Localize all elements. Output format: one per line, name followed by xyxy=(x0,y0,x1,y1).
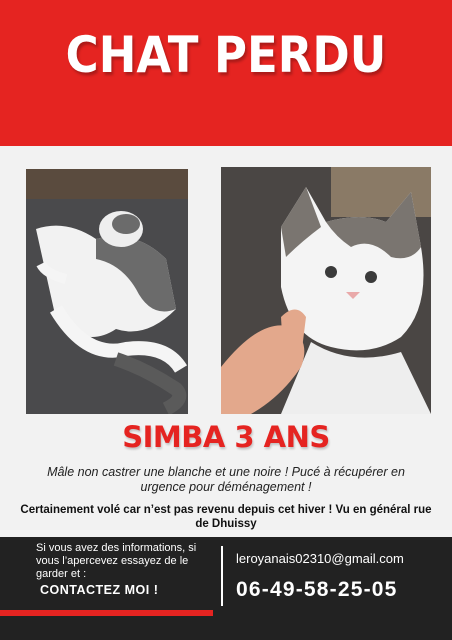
cat-photo-sitting xyxy=(221,167,431,414)
contact-phone: 06-49-58-25-05 xyxy=(236,578,398,601)
poster-title: CHAT PERDU xyxy=(65,26,387,84)
cat-photo-lying xyxy=(26,169,188,414)
contact-email: leroyanais02310@gmail.com xyxy=(236,551,404,566)
contact-cta: CONTACTEZ MOI ! xyxy=(40,583,159,597)
accent-bar xyxy=(0,610,213,616)
info-text: Si vous avez des informations, si vous l’apercevez essayez de le garder et : xyxy=(36,542,197,580)
cat-sitting-image xyxy=(221,167,431,414)
footer-divider xyxy=(221,546,223,606)
cat-description: Mâle non castrer une blanche et une noire ! Pucé à récupérer en urgence pour déménagement ! xyxy=(47,465,405,494)
cat-name-age: SIMBA 3 ANS xyxy=(122,420,330,454)
cat-lying-image xyxy=(26,169,188,414)
stolen-note: Certainement volé car n’est pas revenu depuis cet hiver ! Vu en général rue de Dhuissy xyxy=(20,504,432,530)
